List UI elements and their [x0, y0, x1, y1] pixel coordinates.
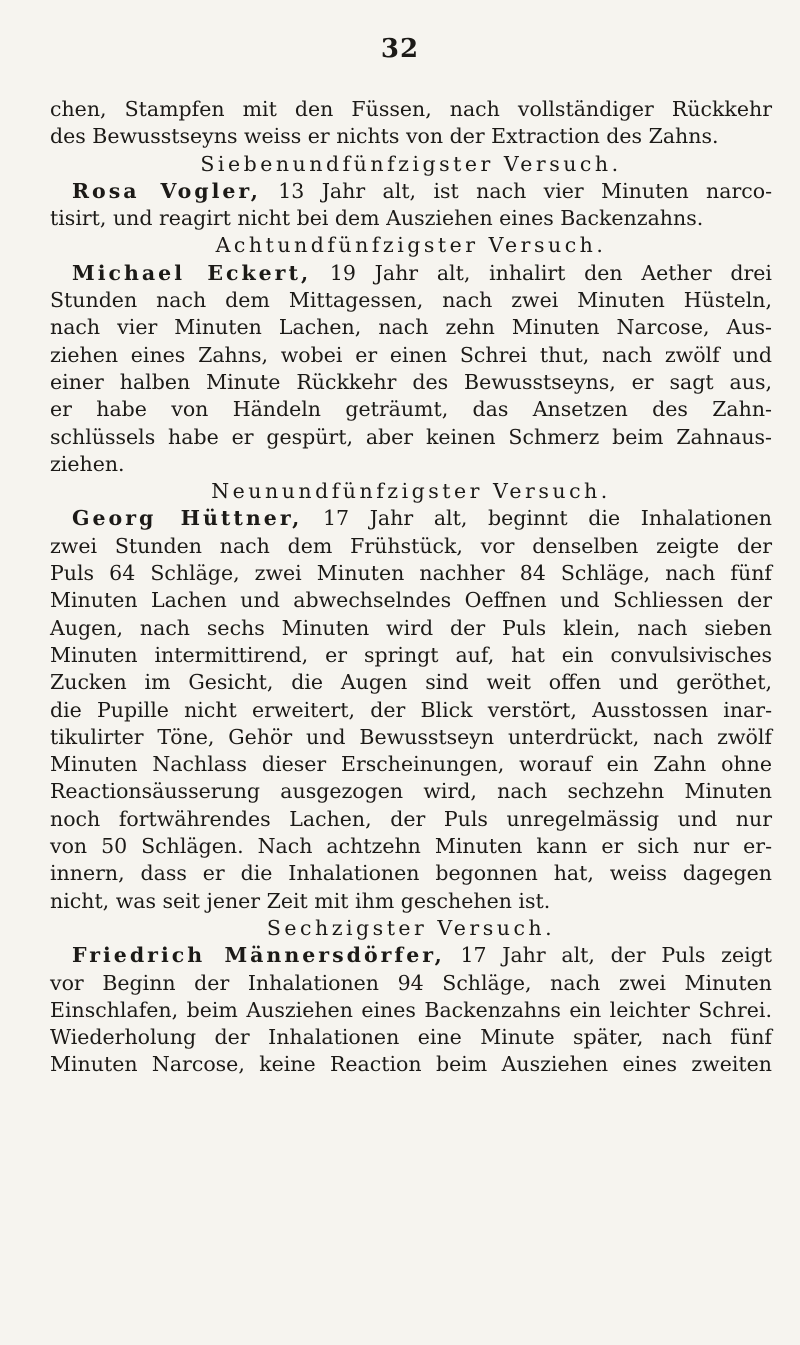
- text-line: noch fortwährendes Lachen, der Puls unregelmässig und nur: [50, 806, 772, 831]
- subject-name: Georg Hüttner,: [72, 506, 303, 531]
- text-line: einer halben Minute Rückkehr des Bewusstseyns, er sagt aus,: [50, 369, 772, 394]
- text-line: Einschlafen, beim Ausziehen eines Backenzahns ein leichter Schrei.: [50, 997, 772, 1022]
- text-line: des Bewusstseyns weiss er nichts von der Extraction des Zahns.: [50, 124, 719, 149]
- text-line: [50, 505, 772, 532]
- text-line: Minuten Nachlass dieser Erscheinungen, worauf ein Zahn ohne: [50, 752, 772, 777]
- subject-name: Friedrich Männersdörfer,: [72, 943, 445, 968]
- text-line: zwei Stunden nach dem Frühstück, vor denselben zeigte der: [50, 533, 772, 558]
- section-heading: Siebenundfünfzigster Versuch.: [200, 151, 622, 176]
- text-line: [50, 178, 772, 205]
- page-number: 32: [380, 34, 420, 64]
- subject-name: Rosa Vogler,: [72, 178, 261, 203]
- text-line: chen, Stampfen mit den Füssen, nach vollständiger Rückkehr: [50, 97, 772, 121]
- text-line: vor Beginn der Inhalationen 94 Schläge, nach zwei Minuten: [50, 970, 772, 995]
- text-line: Augen, nach sechs Minuten wird der Puls klein, nach sieben: [50, 615, 772, 640]
- text-line-rest: 17 Jahr alt, beginnt die Inhalationen: [302, 506, 772, 531]
- text-line: Minuten intermittirend, er springt auf, hat ein convulsivisches: [50, 642, 772, 667]
- section-heading: Achtundfünfzigster Versuch.: [215, 233, 607, 258]
- text-line: er habe von Händeln geträumt, das Ansetzen des Zahn-: [50, 397, 772, 422]
- section-heading: Neunundfünfzigster Versuch.: [211, 479, 611, 504]
- text-line-rest: 19 Jahr alt, inhalirt den Aether drei: [311, 260, 772, 285]
- text-line: [50, 942, 772, 969]
- text-line: Zucken im Gesicht, die Augen sind weit offen und geröthet,: [50, 670, 772, 695]
- body-text: [50, 96, 772, 1079]
- text-line: [50, 260, 772, 287]
- text-line: Stunden nach dem Mittagessen, nach zwei Minuten Hüsteln,: [50, 288, 772, 313]
- text-line: schlüssels habe er gespürt, aber keinen Schmerz beim Zahnaus-: [50, 424, 772, 449]
- text-line: Wiederholung der Inhalationen eine Minute später, nach fünf: [50, 1025, 772, 1050]
- text-line: Reactionsäusserung ausgezogen wird, nach sechzehn Minuten: [50, 779, 772, 804]
- text-line: innern, dass er die Inhalationen begonnen hat, weiss dagegen: [50, 861, 772, 886]
- text-line: von 50 Schlägen. Nach achtzehn Minuten kann er sich nur er-: [50, 834, 772, 859]
- text-line-rest: 17 Jahr alt, der Puls zeigt: [444, 943, 772, 968]
- text-line-rest: 13 Jahr alt, ist nach vier Minuten narco-: [260, 178, 773, 203]
- text-line: Minuten Narcose, keine Reaction beim Ausziehen eines zweiten: [50, 1052, 772, 1077]
- text-line: nicht, was seit jener Zeit mit ihm geschehen ist.: [50, 888, 551, 913]
- text-line: ziehen eines Zahns, wobei er einen Schrei thut, nach zwölf und: [50, 342, 772, 367]
- section-heading: Sechzigster Versuch.: [266, 915, 556, 940]
- text-line: tikulirter Töne, Gehör und Bewusstseyn unterdrückt, nach zwölf: [50, 724, 772, 749]
- text-line: die Pupille nicht erweitert, der Blick verstört, Ausstossen inar-: [50, 697, 772, 722]
- text-line: ziehen.: [50, 451, 125, 476]
- text-line: tisirt, und reagirt nicht bei dem Ausziehen eines Backenzahns.: [50, 206, 704, 231]
- text-line: Puls 64 Schläge, zwei Minuten nachher 84 Schläge, nach fünf: [50, 561, 772, 586]
- text-line: nach vier Minuten Lachen, nach zehn Minuten Narcose, Aus-: [50, 315, 772, 340]
- subject-name: Michael Eckert,: [72, 260, 312, 285]
- text-line: Minuten Lachen und abwechselndes Oeffnen und Schliessen der: [50, 588, 772, 613]
